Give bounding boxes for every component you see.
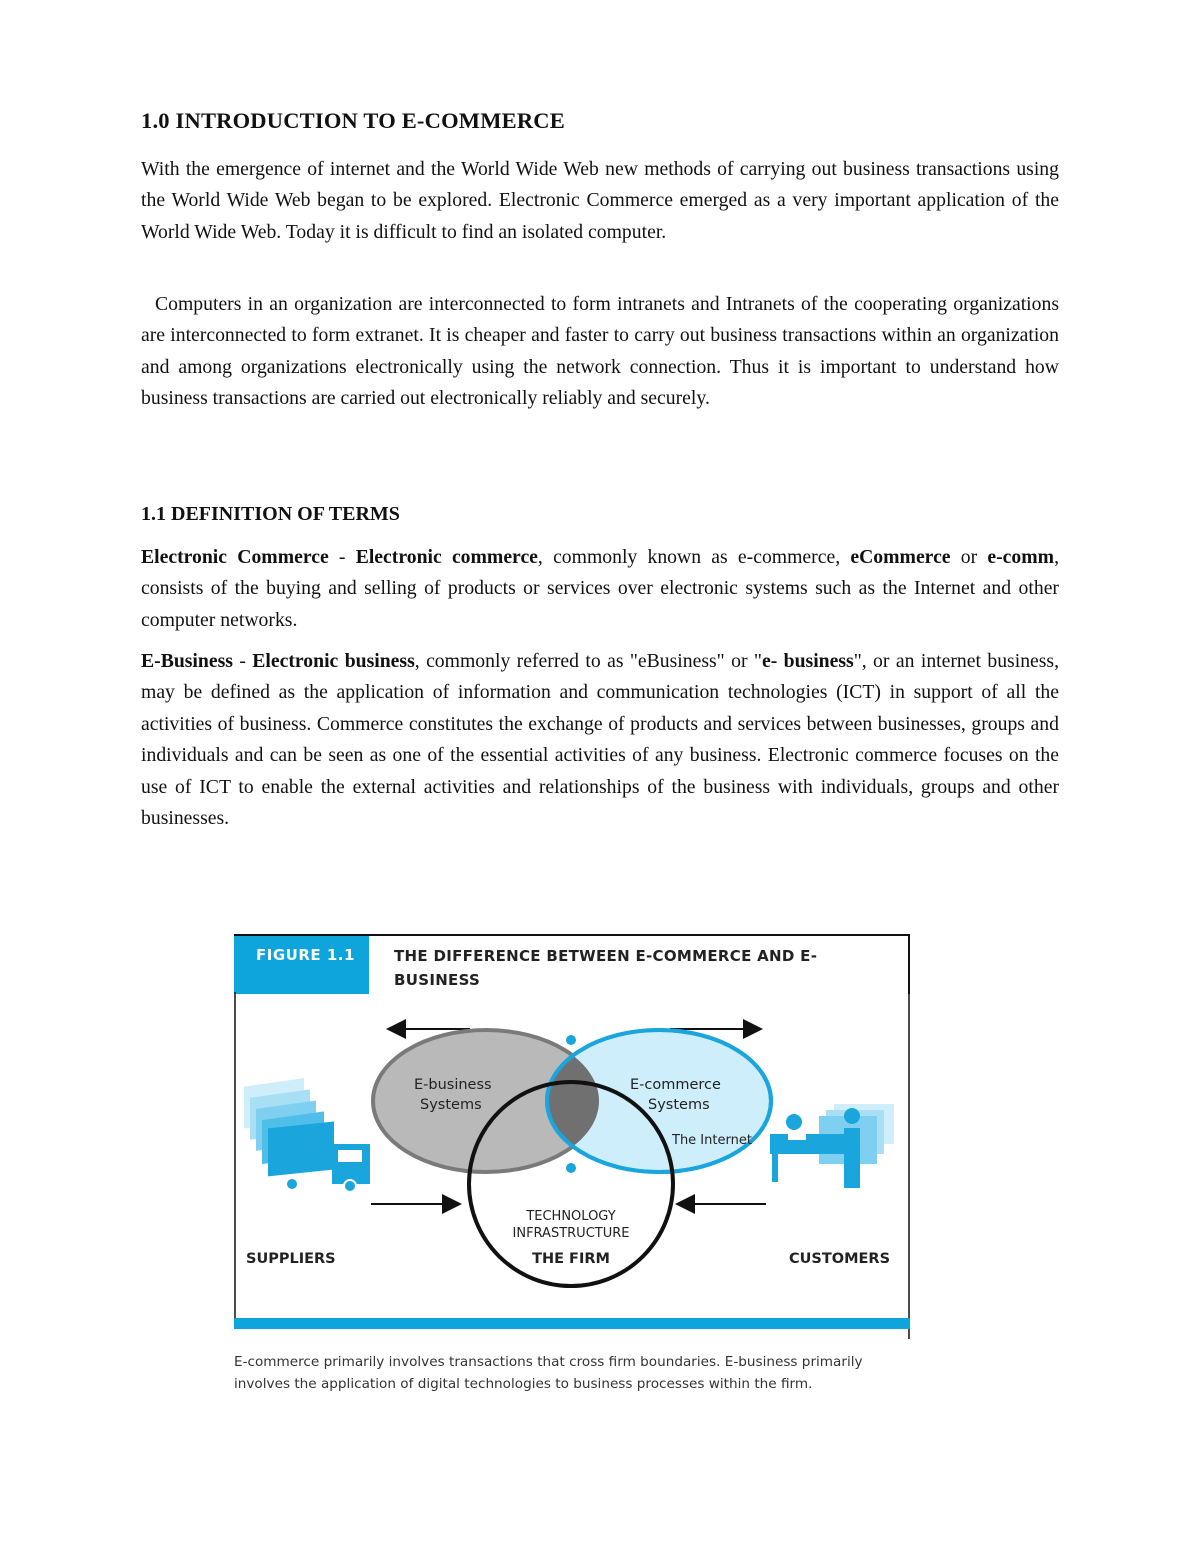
figure-number-tab bbox=[234, 936, 369, 994]
definition-ebusiness: E-Business - Electronic business, commonly referred to as "eBusiness" or "e- business", or an internet business, may be defined as the application of information and communication technologies (ICT) in support of all the activities of business. Commerce constitutes the exchange of products and services between businesses, groups and individuals and can be seen as one of the essential activities of any business. Electronic commerce focuses on the use of ICT to enable the external activities and relationships of the business with individuals, groups and other businesses. bbox=[141, 650, 1060, 830]
figure-diagram bbox=[234, 992, 910, 1339]
label-suppliers: SUPPLIERS bbox=[246, 1251, 336, 1267]
figure-title: THE DIFFERENCE BETWEEN E-COMMERCE AND E-BUSINESS bbox=[394, 947, 818, 989]
label-the-firm: THE FIRM bbox=[532, 1251, 610, 1267]
term-ebusiness: E-Business bbox=[141, 650, 233, 672]
figure-ecommerce-vs-ebusiness bbox=[234, 934, 910, 1339]
suppliers-truck-icon bbox=[244, 1078, 370, 1192]
term-ecommerce: Electronic Commerce bbox=[141, 546, 329, 568]
section-heading-definitions: 1.1 DEFINITION OF TERMS bbox=[141, 503, 400, 525]
label-ebusiness-1: E-business bbox=[414, 1077, 492, 1093]
label-technology: TECHNOLOGY bbox=[526, 1209, 616, 1224]
intro-paragraph-2: Computers in an organization are interconnected to form intranets and Intranets of the cooperating organizations are interconnected to form extranet. It is cheaper and faster to carry out business transactions within an organization and among organizations electronically using the network connection. Thus it is important to understand how business transactions are carried out electronically reliably and securely. bbox=[141, 293, 1059, 410]
customers-people-icon bbox=[770, 1104, 894, 1188]
figure-number: FIGURE 1.1 bbox=[256, 946, 355, 964]
figure-header bbox=[234, 934, 910, 994]
label-customers: CUSTOMERS bbox=[789, 1251, 891, 1267]
figure-caption: E-commerce primarily involves transactions that cross firm boundaries. E-business primarily involves the application of digital technologies to business processes within the firm. bbox=[234, 1354, 863, 1392]
label-ecommerce-1: E-commerce bbox=[630, 1077, 721, 1093]
label-ebusiness-2: Systems bbox=[420, 1097, 482, 1113]
label-internet: The Internet bbox=[672, 1133, 752, 1148]
figure-bottom-bar bbox=[234, 1318, 910, 1329]
venn-diagram bbox=[234, 992, 910, 1339]
label-infrastructure: INFRASTRUCTURE bbox=[512, 1226, 630, 1241]
definition-ecommerce: Electronic Commerce - Electronic commerce, commonly known as e-commerce, eCommerce or e-comm, consists of the buying and selling of products or services over electronic systems such as the Internet and other computer networks. bbox=[141, 546, 1059, 631]
label-ecommerce-2: Systems bbox=[648, 1097, 710, 1113]
section-heading-introduction: 1.0 INTRODUCTION TO E-COMMERCE bbox=[141, 108, 565, 133]
intro-paragraph-1: With the emergence of internet and the World Wide Web new methods of carrying out business transactions using the World Wide Web began to be explored. Electronic Commerce emerged as a very important application of the World Wide Web. Today it is difficult to find an isolated computer. bbox=[141, 158, 1059, 243]
